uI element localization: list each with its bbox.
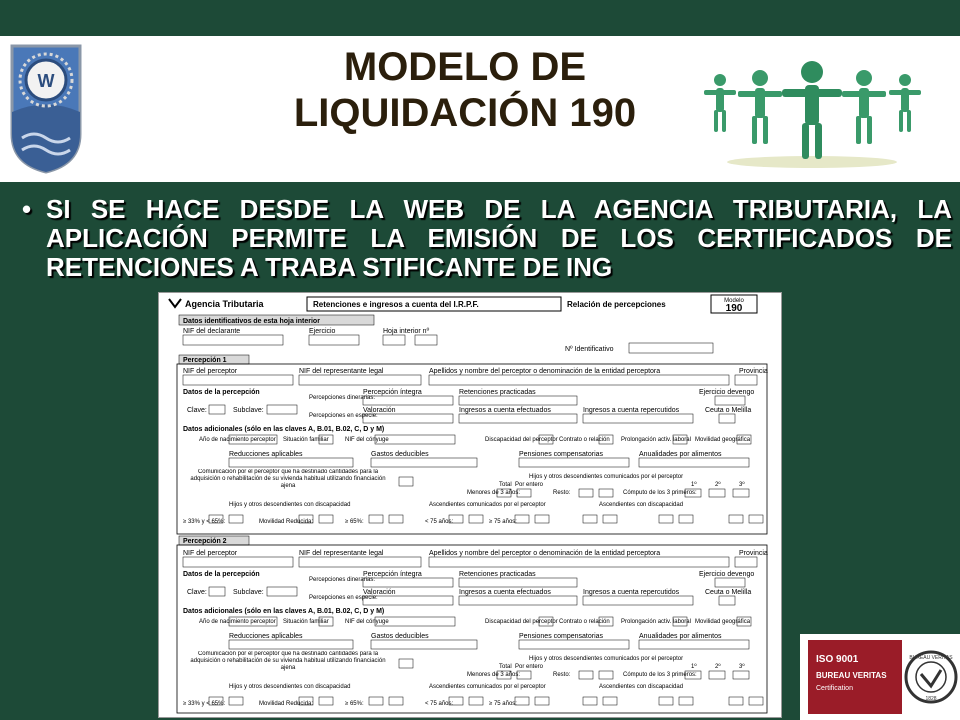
p2-col-por-entero: Por entero — [515, 664, 544, 670]
label-apellidos: Apellidos y nombre del perceptor o denominación de la entidad perceptora — [429, 368, 661, 375]
seal-year: 1828 — [925, 696, 937, 702]
bullet-icon: • — [22, 194, 32, 224]
label-pct65: ≥ 65%: — [345, 519, 364, 525]
label-comunicacion: Comunicación por el perceptor que ha destinado cantidades para la adquisición o rehabilitación de su vivienda habitual utilizando financiación ajena — [190, 469, 386, 489]
p2-label-pensiones: Pensiones compensatorias — [519, 633, 604, 640]
p2-col-ordinal-2: 2º — [715, 664, 721, 670]
modelo-number: 190 — [725, 303, 743, 314]
label-pct33: ≥ 33% y < 65%: — [183, 519, 226, 525]
label-ascendientes-discapacidad: Ascendientes con discapacidad — [599, 502, 684, 508]
label-prolongacion: Prolongación activ. laboral — [621, 437, 691, 443]
label-nif-perceptor: NIF del perceptor — [183, 368, 238, 375]
title-line-1: MODELO DE — [343, 45, 587, 89]
modelo-190-form-image — [158, 292, 782, 718]
bureau-veritas-seal-icon — [906, 652, 956, 702]
label-percepcion-integra: Percepción íntegra — [363, 389, 422, 396]
person-figure — [738, 70, 782, 144]
crest-letters: W — [37, 71, 55, 91]
percepcion-2-heading: Percepción 2 — [183, 538, 227, 545]
p2-label-ascendientes: Ascendientes comunicados por el perceptor — [429, 684, 546, 690]
crest-logo — [8, 42, 84, 174]
p2-label-hijos-discapacidad: Hijos y otros descendientes con discapacidad — [229, 684, 351, 690]
p2-col-ordinal-1: 1º — [691, 664, 697, 670]
label-resto: Resto: — [553, 490, 571, 496]
label-retenciones-practicadas: Retenciones practicadas — [459, 389, 536, 396]
label-clave: Clave: — [187, 407, 207, 414]
label-ingresos-efectuados: Ingresos a cuenta efectuados — [459, 407, 551, 414]
label-nif-representante: NIF del representante legal — [299, 368, 384, 375]
label-ejercicio: Ejercicio — [309, 328, 336, 335]
p2-label-ano-nacimiento: Año de nacimiento perceptor — [199, 619, 276, 625]
label-hoja-interior: Hoja interior nº — [383, 328, 430, 335]
p2-label-resto: Resto: — [553, 672, 571, 678]
p2-label-menor75: < 75 años: — [425, 701, 454, 707]
label-ingresos-repercutidos: Ingresos a cuenta repercutidos — [583, 407, 680, 414]
p2-label-ejercicio-devengo: Ejercicio devengo — [699, 571, 755, 578]
person-figure — [889, 74, 921, 132]
p2-label-nif-representante: NIF del representante legal — [299, 550, 384, 557]
col-ordinal-2: 2º — [715, 482, 721, 488]
label-contrato-relacion: Contrato o relación — [559, 437, 610, 443]
p2-label-prolongacion: Prolongación activ. laboral — [621, 619, 691, 625]
p2-label-ascendientes-discapacidad: Ascendientes con discapacidad — [599, 684, 684, 690]
p2-label-subclave: Subclave: — [233, 589, 264, 596]
p2-label-contrato-relacion: Contrato o relación — [559, 619, 610, 625]
form-heading: Retenciones e ingresos a cuenta del I.R.P.F. — [313, 300, 479, 309]
person-figure — [704, 74, 736, 132]
label-valoracion: Valoración — [363, 407, 396, 414]
p2-label-percepciones-especie: Percepciones en especie: — [309, 595, 378, 601]
p2-label-comunicacion: Comunicación por el perceptor que ha destinado cantidades para la adquisición o rehabilitación de su vivienda habitual utilizando financiación ajena — [190, 651, 386, 671]
label-ascendientes: Ascendientes comunicados por el perceptor — [429, 502, 546, 508]
cert-sub: Certification — [816, 685, 853, 692]
p2-label-computo-3: Cómputo de los 3 primeros: — [623, 672, 697, 678]
p2-label-movilidad: Movilidad geográfica — [695, 619, 751, 625]
p2-label-provincia: Provincia — [739, 550, 768, 557]
label-movilidad-reducida: Movilidad Reducida: — [259, 519, 314, 525]
p2-label-pct65: ≥ 65%: — [345, 701, 364, 707]
cert-org: BUREAU VERITAS — [816, 671, 887, 680]
p2-label-ingresos-repercutidos: Ingresos a cuenta repercutidos — [583, 589, 680, 596]
certification-badge — [800, 634, 960, 720]
p2-label-gastos-deducibles: Gastos deducibles — [371, 633, 429, 640]
label-menor75: < 75 años: — [425, 519, 454, 525]
p2-label-percepcion-integra: Percepción íntegra — [363, 571, 422, 578]
p2-label-nif-conyuge: NIF del cónyuge — [345, 619, 389, 625]
cert-iso: ISO 9001 — [816, 654, 859, 665]
label-n-identificativo: Nº Identificativo — [565, 346, 614, 353]
seal-text: BUREAU VERITAS — [909, 655, 953, 661]
person-figure — [782, 61, 842, 159]
people-figures-illustration — [700, 58, 925, 170]
col-ordinal-3: 3º — [739, 482, 745, 488]
p2-label-anualidades: Anualidades por alimentos — [639, 633, 722, 640]
percepcion-1-heading: Percepción 1 — [183, 357, 227, 364]
col-total: Total — [499, 482, 512, 488]
p2-label-reducciones: Reducciones aplicables — [229, 633, 303, 640]
p2-label-datos-percepcion: Datos de la percepción — [183, 571, 260, 578]
agency-logo-icon — [169, 299, 181, 307]
label-mayor75: ≥ 75 años: — [489, 519, 517, 525]
p2-label-situacion-familiar: Situación familiar — [283, 619, 329, 625]
label-percepciones-dinerarias: Percepciones dinerarias: — [309, 395, 376, 401]
p2-label-discapacidad: Discapacidad del perceptor — [485, 619, 558, 625]
p2-col-total: Total — [499, 664, 512, 670]
bullet-text: SI SE HACE DESDE LA WEB DE LA AGENCIA TRIBUTARIA, LA APLICACIÓN PERMITE LA EMISIÓN DE LOS CERTIFICADOS DE RETENCIONES A TRABA STIFICANTE DE ING — [46, 194, 952, 282]
p2-label-ceuta-melilla: Ceuta o Melilla — [705, 589, 752, 596]
label-percepciones-especie: Percepciones en especie: — [309, 413, 378, 419]
label-anualidades: Anualidades por alimentos — [639, 451, 722, 458]
p2-label-hijos-descendientes: Hijos y otros descendientes comunicados por el perceptor — [529, 656, 684, 662]
p2-label-percepciones-dinerarias: Percepciones dinerarias: — [309, 577, 376, 583]
label-movilidad: Movilidad geográfica — [695, 437, 751, 443]
p2-label-movilidad-reducida: Movilidad Reducida: — [259, 701, 314, 707]
p2-label-mayor75: ≥ 75 años: — [489, 701, 517, 707]
form-relation: Relación de percepciones — [567, 300, 666, 309]
label-ano-nacimiento: Año de nacimiento perceptor — [199, 437, 276, 443]
p2-label-valoracion: Valoración — [363, 589, 396, 596]
label-datos-percepcion: Datos de la percepción — [183, 389, 260, 396]
p2-col-ordinal-3: 3º — [739, 664, 745, 670]
label-ejercicio-devengo: Ejercicio devengo — [699, 389, 755, 396]
label-subclave: Subclave: — [233, 407, 264, 414]
label-computo-3: Cómputo de los 3 primeros: — [623, 490, 697, 496]
page-title — [190, 44, 740, 136]
modelo-label: Modelo — [724, 298, 744, 304]
p2-label-menores-3: Menores de 3 años: — [467, 672, 521, 678]
title-line-2: LIQUIDACIÓN 190 — [293, 91, 637, 135]
agency-name: Agencia Tributaria — [185, 299, 264, 309]
label-hijos-descendientes: Hijos y otros descendientes comunicados por el perceptor — [529, 474, 684, 480]
p2-label-pct33: ≥ 33% y < 65%: — [183, 701, 226, 707]
label-gastos-deducibles: Gastos deducibles — [371, 451, 429, 458]
label-provincia: Provincia — [739, 368, 768, 375]
label-ceuta-melilla: Ceuta o Melilla — [705, 407, 752, 414]
p2-label-clave: Clave: — [187, 589, 207, 596]
label-discapacidad: Discapacidad del perceptor — [485, 437, 558, 443]
p2-label-retenciones-practicadas: Retenciones practicadas — [459, 571, 536, 578]
label-pensiones: Pensiones compensatorias — [519, 451, 604, 458]
label-situacion-familiar: Situación familiar — [283, 437, 329, 443]
p2-label-apellidos: Apellidos y nombre del perceptor o denominación de la entidad perceptora — [429, 550, 661, 557]
p2-label-ingresos-efectuados: Ingresos a cuenta efectuados — [459, 589, 551, 596]
label-reducciones: Reducciones aplicables — [229, 451, 303, 458]
p2-label-nif-perceptor: NIF del perceptor — [183, 550, 238, 557]
label-menores-3: Menores de 3 años: — [467, 490, 521, 496]
label-hijos-discapacidad: Hijos y otros descendientes con discapacidad — [229, 502, 351, 508]
person-figure — [842, 70, 886, 144]
datos-hoja-heading: Datos identificativos de esta hoja interior — [183, 318, 320, 325]
col-por-entero: Por entero — [515, 482, 544, 488]
label-nif-declarante: NIF del declarante — [183, 328, 241, 335]
top-band — [0, 0, 960, 36]
bullet-point — [22, 195, 952, 282]
label-nif-conyuge: NIF del cónyuge — [345, 437, 389, 443]
col-ordinal-1: 1º — [691, 482, 697, 488]
p2-label-datos-adicionales: Datos adicionales (sólo en las claves A, B.01, B.02, C, D y M) — [183, 608, 385, 615]
label-datos-adicionales: Datos adicionales (sólo en las claves A, B.01, B.02, C, D y M) — [183, 426, 385, 433]
